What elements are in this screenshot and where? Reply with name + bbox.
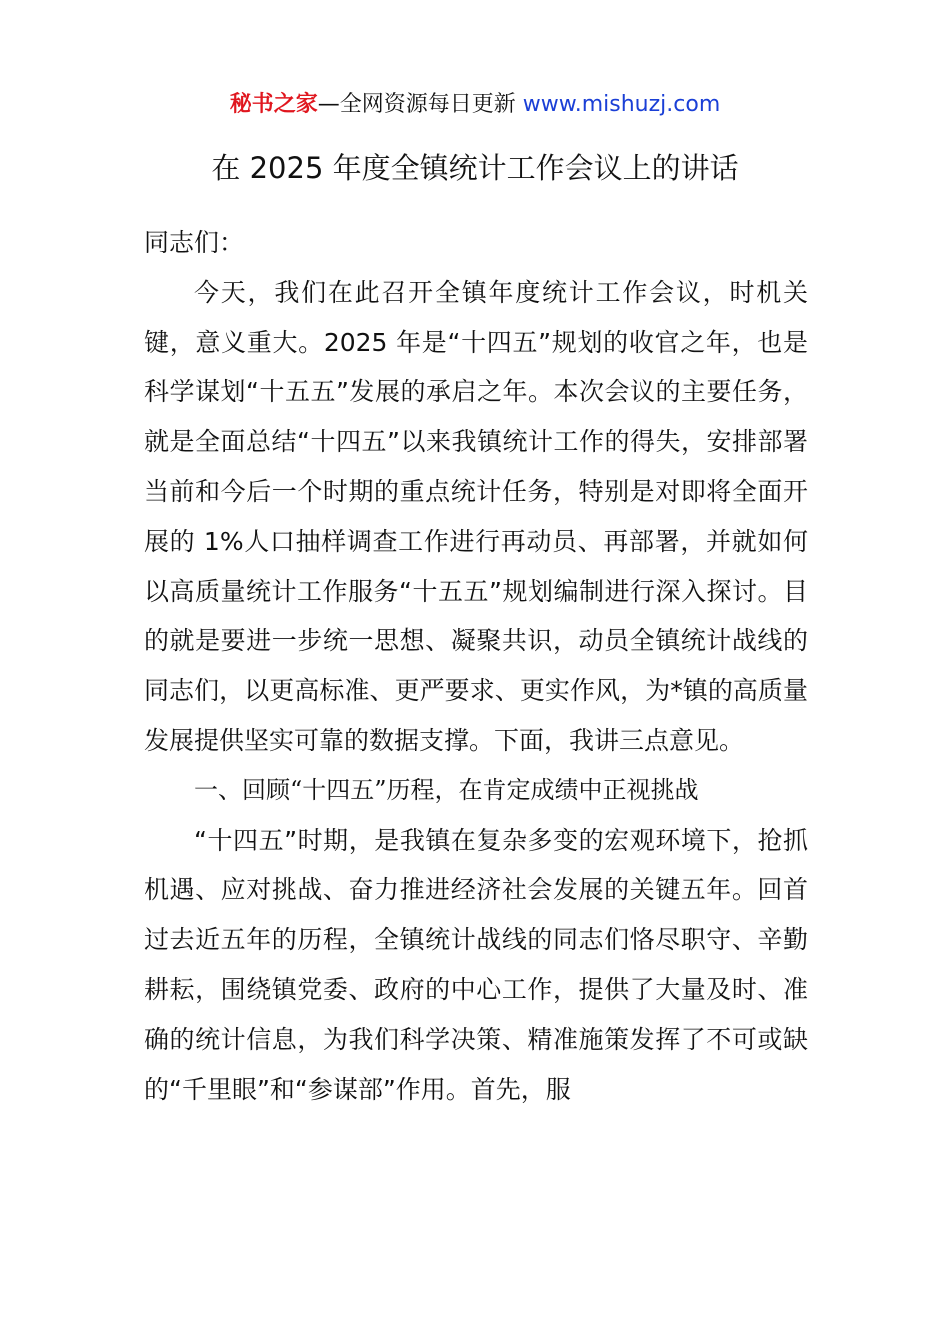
- document-title: 在 2025 年度全镇统计工作会议上的讲话: [211, 151, 739, 185]
- section-heading-1: 一、回顾“十四五”历程，在肯定成绩中正视挑战: [194, 775, 699, 804]
- intro-paragraph: 今天，我们在此召开全镇年度统计工作会议，时机关键，意义重大。2025 年是“十四五”规划的收官之年，也是科学谋划“十五五”发展的承启之年。本次会议的主要任务，就是全面总结“十四五”以来我镇统计工作的得失，安排部署当前和今后一个时期的重点统计任务，特别是对即将全面开展的 1%人口抽样调查工作进行再动员、再部署，并就如何以高质量统计工作服务“十五五”规划编制进行深入探讨。目的就是要进一步统一思想、凝聚共识，动员全镇统计战线的同志们，以更高标准、更严要求、更实作风，为*镇的高质量发展提供坚实可靠的数据支撑。下面，我讲三点意见。: [144, 277, 808, 755]
- site-header: [0, 88, 950, 122]
- site-url-link[interactable]: www.mishuzj.com: [522, 92, 721, 117]
- document-body: [144, 218, 808, 1114]
- salutation: 同志们：: [144, 228, 245, 257]
- header-tagline: —全网资源每日更新: [317, 92, 523, 117]
- section-1-paragraph: “十四五”时期，是我镇在复杂多变的宏观环境下，抢抓机遇、应对挑战、奋力推进经济社会发展的关键五年。回首过去近五年的历程，全镇统计战线的同志们恪尽职守、辛勤耕耘，围绕镇党委、政府的中心工作，提供了大量及时、准确的统计信息，为我们科学决策、精准施策发挥了不可或缺的“千里眼”和“参谋部”作用。首先，服: [144, 825, 808, 1104]
- brand-name: 秘书之家: [229, 92, 318, 117]
